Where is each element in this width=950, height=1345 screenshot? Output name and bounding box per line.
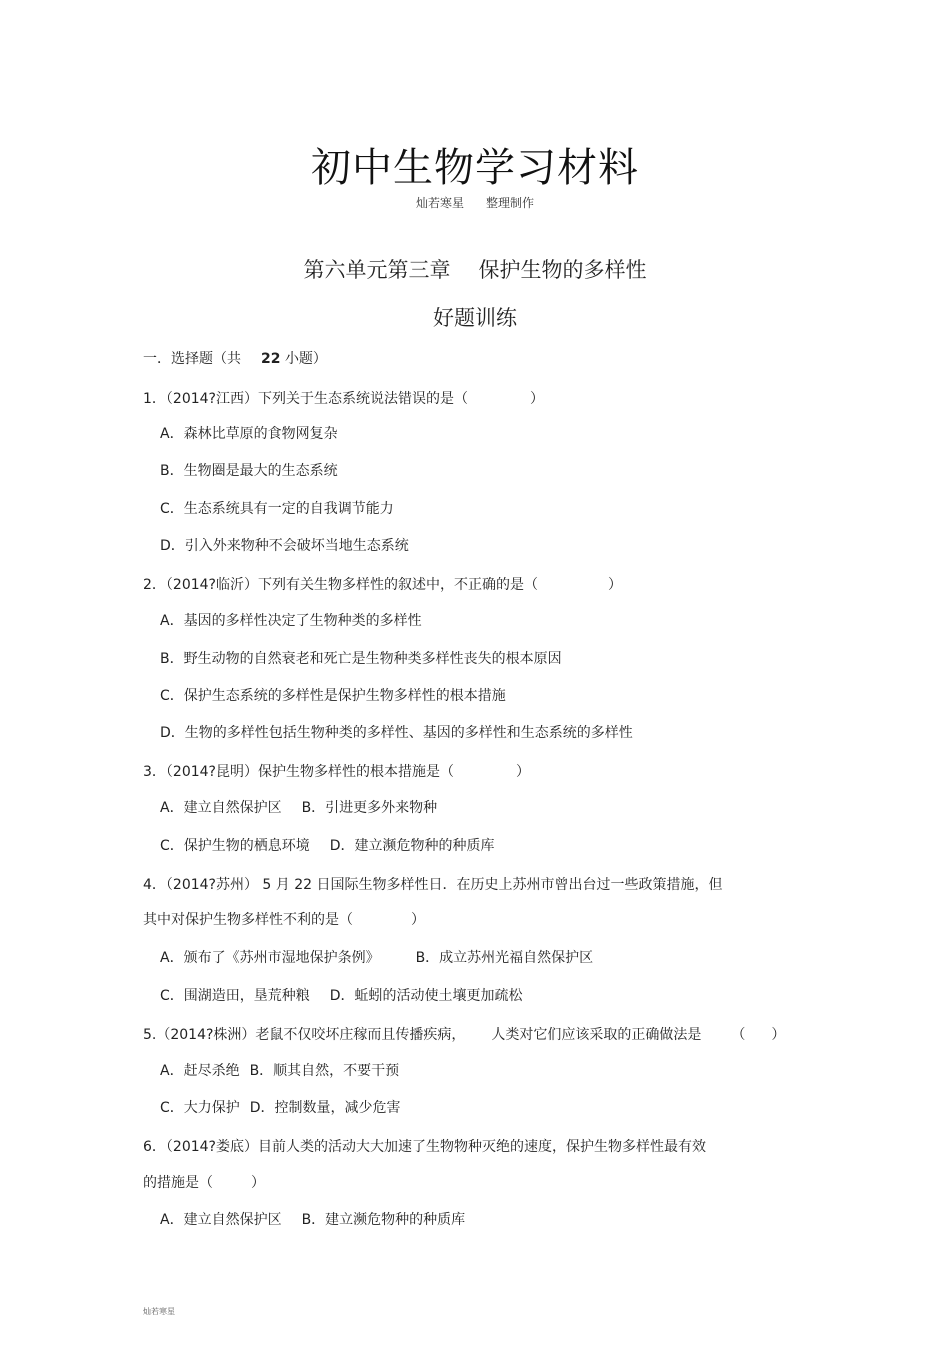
option-c: C．大力保护 [160,1100,240,1116]
document-title: 初中生物学习材料 [311,145,639,191]
subtitle [0,194,950,211]
question-2-stem [143,576,622,594]
made-by-label: 整理制作 [486,196,535,210]
question-1-option-a: A．森林比草原的食物网复杂 [160,426,338,442]
option-d: D．控制数量，减少危害 [249,1100,401,1116]
question-stem-text: 2．（2014?临沂）下列有关生物多样性的叙述中，不正确的是（ [143,577,538,593]
option-a: A．赶尽杀绝 [160,1063,240,1079]
answer-paren-close: ） [515,764,530,780]
answer-paren-open: （ [731,1027,746,1043]
option-c: C．围湖造田，垦荒种粮 [160,988,310,1004]
question-5-options-row-2 [160,1099,401,1117]
question-4-stem-line-2 [143,911,425,929]
answer-paren-close: ） [411,912,425,928]
section-title: 好题训练 [433,306,517,330]
question-6-stem-line-2 [143,1174,265,1192]
question-2-option-c: C．保护生态系统的多样性是保护生物多样性的根本措施 [160,688,506,704]
part-heading [143,350,327,368]
question-3-options-row-2 [160,837,495,855]
chapter-topic: 保护生物的多样性 [478,258,647,282]
question-4-stem-line-1: 4．（2014?苏州） 5 月 22 日国际生物多样性日．在历史上苏州市曾出台过一些政策措施，但 [143,877,723,893]
question-1-stem [143,390,544,408]
question-4-options-row-2 [160,987,523,1005]
question-6-stem-line-1: 6．（2014?娄底）目前人类的活动大大加速了生物物种灭绝的速度，保护生物多样性最有效 [143,1139,706,1155]
question-1-option-c: C．生态系统具有一定的自我调节能力 [160,501,394,517]
author-name: 灿若寒星 [415,196,464,210]
question-2-option-d: D．生物的多样性包括生物种类的多样性、基因的多样性和生态系统的多样性 [160,725,633,741]
option-a: A．建立自然保护区 [160,1212,282,1228]
question-3-stem [143,763,530,781]
option-b: B．引进更多外来物种 [301,800,438,816]
option-b: B．建立濒危物种的种质库 [301,1212,466,1228]
option-d: D．建立濒危物种的种质库 [329,838,495,854]
option-a: A．颁布了《苏州市湿地保护条例》 [160,950,380,966]
question-6-options-row-1 [160,1211,465,1229]
option-b: B．顺其自然，不要干预 [249,1063,400,1079]
question-4-options-row-1 [160,949,593,967]
option-a: A．建立自然保护区 [160,800,282,816]
answer-paren-close: ） [251,1175,265,1191]
page-footer: 灿若寒星 [143,1307,175,1316]
question-stem-text: 1．（2014?江西）下列关于生态系统说法错误的是（ [143,391,468,407]
answer-paren-close: ） [607,577,622,593]
question-stem-text-2: 人类对它们应该采取的正确做法是 [491,1027,702,1043]
question-stem-text: 的措施是（ [143,1175,213,1191]
question-stem-text: 其中对保护生物多样性不利的是（ [143,912,353,928]
option-b: B．成立苏州光福自然保护区 [415,950,594,966]
part-count: 22 [261,351,281,367]
chapter-unit: 第六单元第三章 [303,258,451,282]
question-2-option-b: B．野生动物的自然衰老和死亡是生物种类多样性丧失的根本原因 [160,651,562,667]
question-5-stem [143,1026,785,1044]
question-2-option-a: A．基因的多样性决定了生物种类的多样性 [160,613,422,629]
option-c: C．保护生物的栖息环境 [160,838,310,854]
question-1-option-b: B．生物圈是最大的生态系统 [160,463,338,479]
question-5-options-row-1 [160,1062,399,1080]
question-stem-text: 3．（2014?昆明）保护生物多样性的根本措施是（ [143,764,454,780]
question-3-options-row-1 [160,799,437,817]
part-prefix: 一．选择题（共 [143,351,241,367]
answer-paren-close: ） [529,391,544,407]
question-1-option-d: D．引入外来物种不会破坏当地生态系统 [160,538,409,554]
question-stem-text: 5.（2014?株洲）老鼠不仅咬坏庄稼而且传播疾病， [143,1027,466,1043]
part-suffix: 小题） [284,351,327,367]
answer-paren-close: ） [771,1027,786,1043]
option-d: D．蚯蚓的活动使土壤更加疏松 [329,988,523,1004]
chapter-title [0,254,950,284]
